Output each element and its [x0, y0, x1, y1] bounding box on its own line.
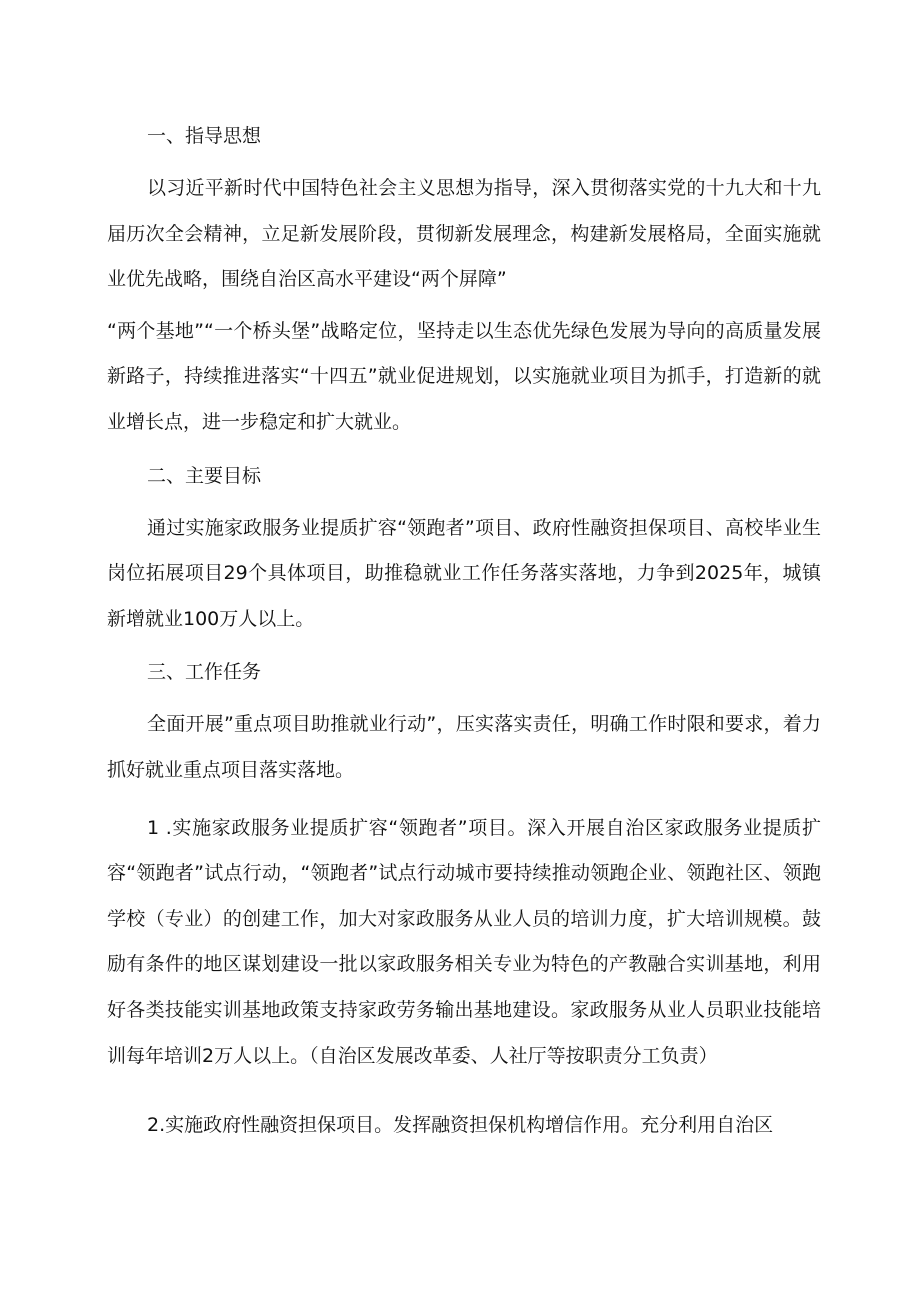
spacer	[107, 1091, 821, 1103]
document-body	[107, 118, 821, 1161]
paragraph: 1 .实施家政服务业提质扩容“领跑者”项目。深入开展自治区家政服务业提质扩容“领跑者”试点行动，“领跑者”试点行动城市要持续推动领跑企业、领跑社区、领跑学校（专业）的创建工作，加大对家政服务从业人员的培训力度，扩大培训规模。鼓励有条件的地区谋划建设一批以家政服务相关专业为特色的产教融合实训基地，利用好各类技能实训基地政策支持家政劳务输出基地建设。家政服务从业人员职业技能培训每年培训2万人以上。（自治区发展改革委、人社厅等按职责分工负责）	[107, 816, 821, 1067]
paragraph: “两个基地”“一个桥头堡”战略定位，坚持走以生态优先绿色发展为导向的高质量发展新路子，持续推进落实“十四五”就业促进规划，以实施就业项目为抓手，打造新的就业增长点，进一步稳定和扩大就业。	[107, 319, 821, 433]
paragraph: 2.实施政府性融资担保项目。发挥融资担保机构增信作用。充分利用自治区	[147, 1114, 774, 1137]
section-heading-main-goals: 二、主要目标	[147, 464, 262, 487]
paragraph: 全面开展”重点项目助推就业行动”，压实落实责任，明确工作时限和要求，着力抓好就业重点项目落实落地。	[107, 713, 821, 781]
paragraph: 通过实施家政服务业提质扩容“领跑者”项目、政府性融资担保项目、高校毕业生岗位拓展项目29个具体项目，助推稳就业工作任务落实落地，力争到2025年，城镇新增就业100万人以上。	[107, 516, 821, 630]
section-heading-work-tasks: 三、工作任务	[147, 661, 262, 684]
paragraph: 以习近平新时代中国特色社会主义思想为指导，深入贯彻落实党的十九大和十九届历次全会精神，立足新发展阶段，贯彻新发展理念，构建新发展格局，全面实施就业优先战略，围绕自治区高水平建设“两个屏障”	[107, 177, 821, 291]
section-heading-guiding-ideology: 一、指导思想	[147, 125, 262, 147]
